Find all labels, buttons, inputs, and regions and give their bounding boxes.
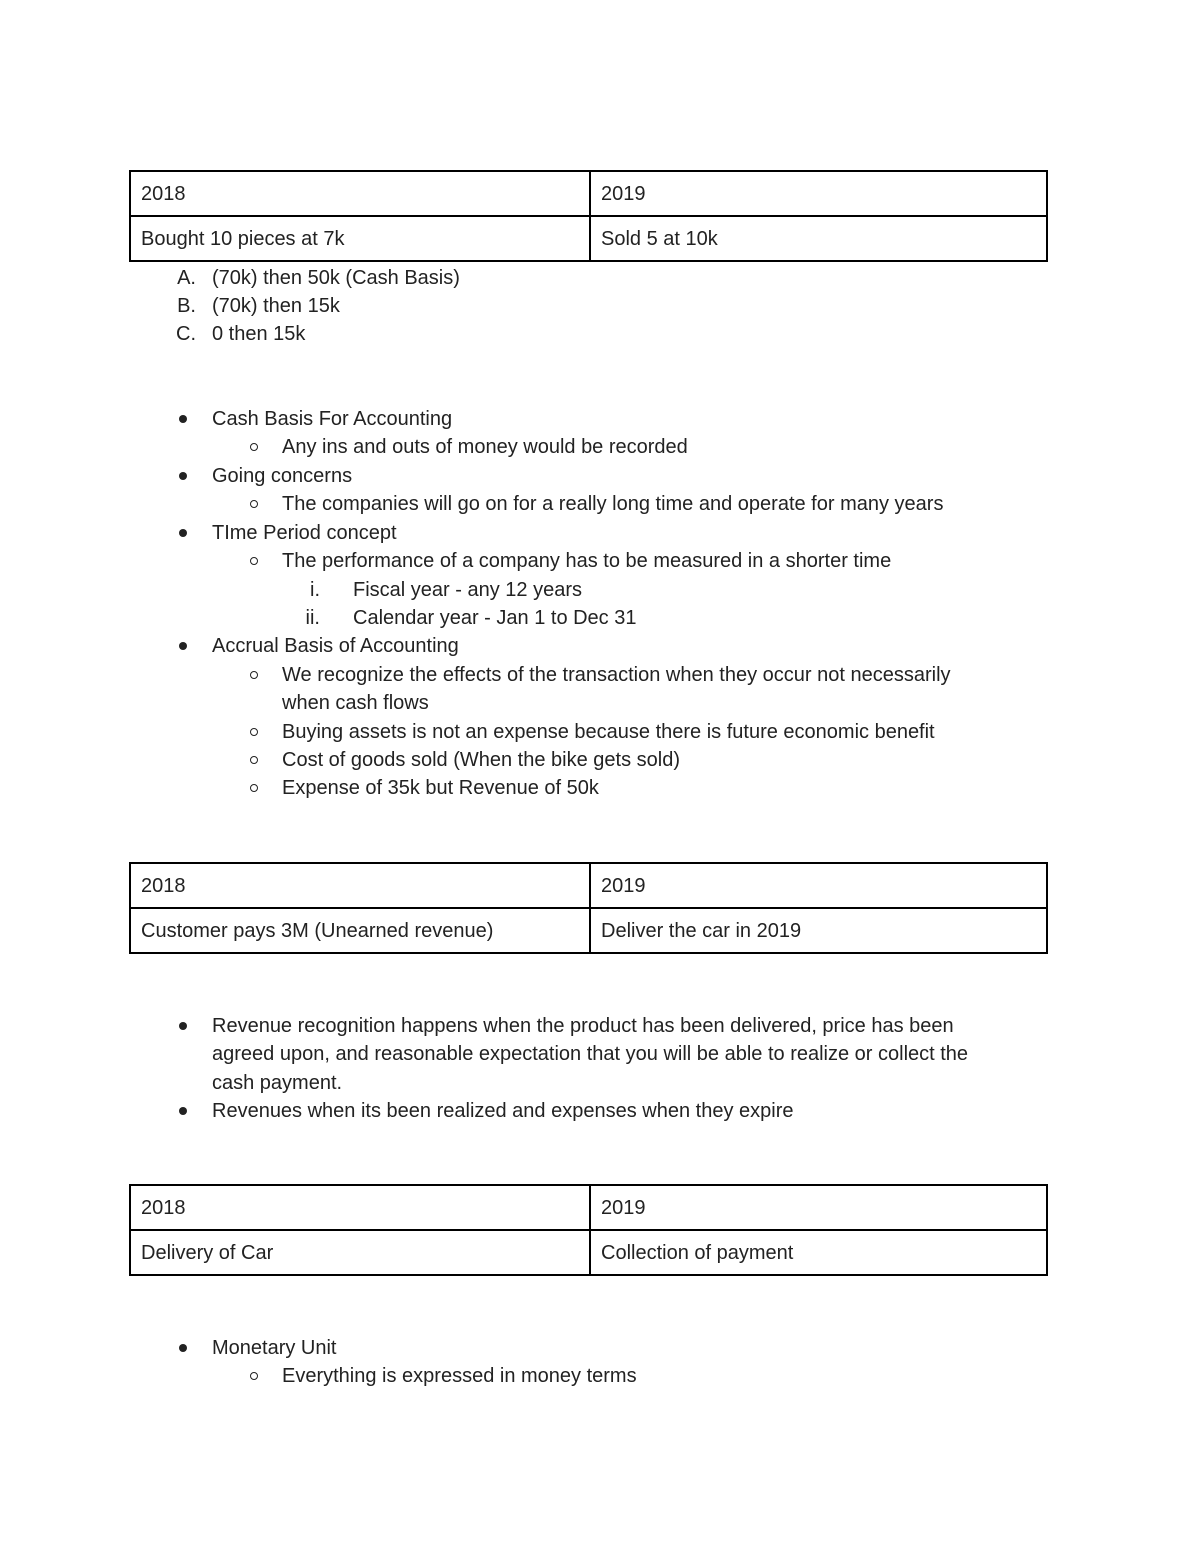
bullet-icon [179, 415, 187, 423]
table-cell: Customer pays 3M (Unearned revenue) [130, 908, 590, 953]
bullet-icon [179, 642, 187, 650]
bullet-icon [179, 1107, 187, 1115]
list-item-text: Expense of 35k but Revenue of 50k [282, 777, 599, 799]
option-marker: A. [177, 267, 196, 289]
option-marker: C. [176, 323, 196, 345]
circle-bullet-icon [250, 557, 258, 565]
table-header-row [130, 863, 1047, 908]
table-header-row [130, 1185, 1047, 1230]
table-2018-2019-delivery [129, 1184, 1048, 1276]
circle-bullet-icon [250, 728, 258, 736]
list-item-text: Fiscal year - any 12 years [353, 579, 582, 601]
list-item-text: Any ins and outs of money would be recorded [282, 436, 688, 458]
list-item-text: when cash flows [282, 692, 429, 714]
list-item-text: Cost of goods sold (When the bike gets sold) [282, 749, 680, 771]
circle-bullet-icon [250, 1372, 258, 1380]
table-2018-2019-unearned [129, 862, 1048, 954]
list-item-text: cash payment. [212, 1072, 343, 1094]
bullet-icon [179, 1022, 187, 1030]
list-item-text: Going concerns [212, 465, 353, 487]
circle-bullet-icon [250, 756, 258, 764]
table-cell: Collection of payment [590, 1230, 1047, 1275]
table-row [130, 908, 1047, 953]
roman-marker: i. [310, 579, 320, 601]
table-cell: Delivery of Car [130, 1230, 590, 1275]
list-item-text: We recognize the effects of the transaction when they occur not necessarily [282, 664, 951, 686]
list-item-text: Buying assets is not an expense because there is future economic benefit [282, 721, 935, 743]
table-cell: 2019 [590, 863, 1047, 908]
list-item-text: Cash Basis For Accounting [212, 408, 453, 430]
table-cell: 2018 [130, 1185, 590, 1230]
table-cell: 2018 [130, 171, 590, 216]
table-row [130, 216, 1047, 261]
table-cell: 2019 [590, 1185, 1047, 1230]
circle-bullet-icon [250, 500, 258, 508]
table-cell: 2018 [130, 863, 590, 908]
list-item-text: Everything is expressed in money terms [282, 1365, 637, 1387]
circle-bullet-icon [250, 671, 258, 679]
table-row [130, 1230, 1047, 1275]
list-item-text: Calendar year - Jan 1 to Dec 31 [353, 607, 637, 629]
table-2018-2019-purchase [129, 170, 1048, 262]
table-cell: Sold 5 at 10k [590, 216, 1047, 261]
list-item-text: Revenues when its been realized and expenses when they expire [212, 1100, 794, 1122]
list-item-text: Revenue recognition happens when the product has been delivered, price has been [212, 1015, 954, 1037]
roman-marker: ii. [305, 607, 320, 629]
list-item-text: TIme Period concept [212, 522, 397, 544]
list-item-text: agreed upon, and reasonable expectation that you will be able to realize or collect the [212, 1043, 969, 1065]
list-item-text: The companies will go on for a really long time and operate for many years [282, 493, 944, 515]
table-header-row [130, 171, 1047, 216]
table-cell: 2019 [590, 171, 1047, 216]
table-cell: Deliver the car in 2019 [590, 908, 1047, 953]
table-cell: Bought 10 pieces at 7k [130, 216, 590, 261]
list-item-text: The performance of a company has to be measured in a shorter time [282, 550, 892, 572]
bullet-icon [179, 529, 187, 537]
option-text: (70k) then 50k (Cash Basis) [212, 267, 460, 289]
list-item-text: Monetary Unit [212, 1337, 337, 1359]
bullet-icon [179, 1344, 187, 1352]
list-item-text: Accrual Basis of Accounting [212, 635, 459, 657]
circle-bullet-icon [250, 443, 258, 451]
option-marker: B. [177, 295, 196, 317]
bullet-icon [179, 472, 187, 480]
circle-bullet-icon [250, 784, 258, 792]
option-text: 0 then 15k [212, 323, 306, 345]
option-text: (70k) then 15k [212, 295, 340, 317]
